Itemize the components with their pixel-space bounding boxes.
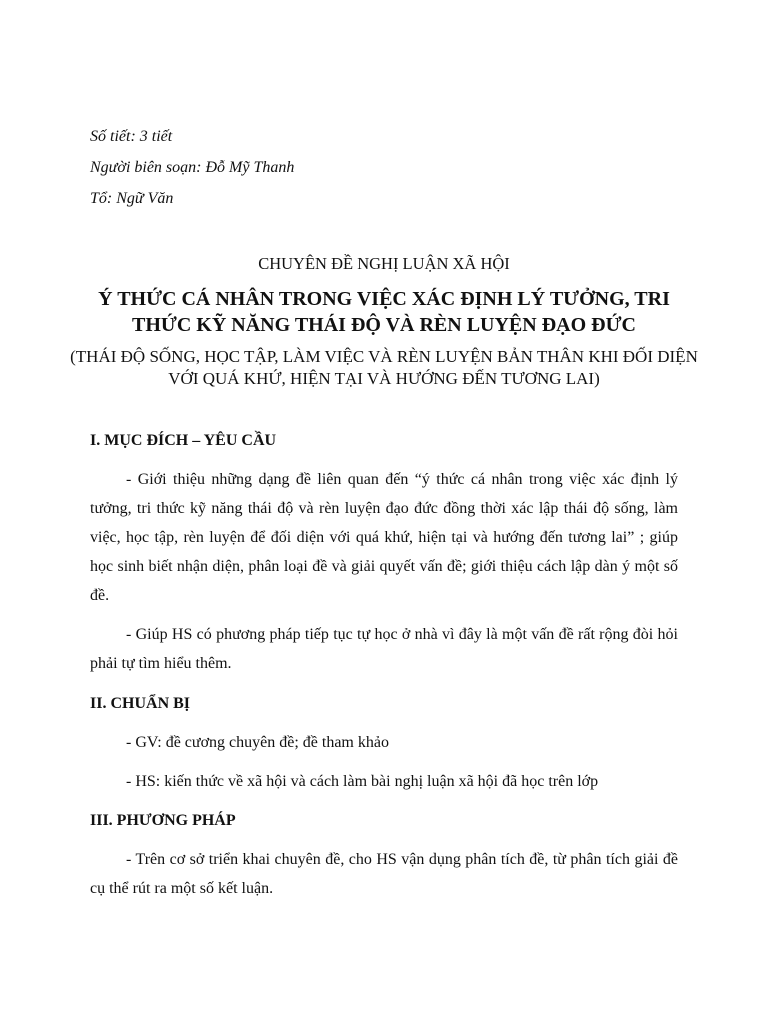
document-subtitle: (THÁI ĐỘ SỐNG, HỌC TẬP, LÀM VIỆC VÀ RÈN LUYỆN BẢN THÂN KHI ĐỐI DIỆN VỚI QUÁ KHỨ, HIỆN TẠI VÀ HƯỚNG ĐẾN TƯƠNG LAI)	[70, 347, 698, 388]
topic-heading: CHUYÊN ĐỀ NGHỊ LUẬN XÃ HỘI	[258, 254, 510, 273]
purpose-paragraph-2: - Giúp HS có phương pháp tiếp tục tự học ở nhà vì đây là một vấn đề rất rộng đòi hỏi phải tự tìm hiểu thêm.	[90, 626, 678, 672]
preparation-student-item: - HS: kiến thức về xã hội và cách làm bài nghị luận xã hội đã học trên lớp	[126, 773, 599, 790]
method-paragraph-1: - Trên cơ sở triển khai chuyên đề, cho HS vận dụng phân tích đề, từ phân tích giải đề cụ thể rút ra một số kết luận.	[90, 851, 678, 897]
document-title: Ý THỨC CÁ NHÂN TRONG VIỆC XÁC ĐỊNH LÝ TƯỞNG, TRI THỨC KỸ NĂNG THÁI ĐỘ VÀ RÈN LUYỆN ĐẠO ĐỨC	[98, 288, 670, 336]
section-heading-preparation: II. CHUẨN BỊ	[90, 695, 191, 712]
purpose-paragraph-1: - Giới thiệu những dạng đề liên quan đến “ý thức cá nhân trong việc xác định lý tưởng, tri thức kỹ năng thái độ và rèn luyện đạo đức đồng thời xác lập thái độ sống, làm việc, học tập, rèn luyện để đối diện với quá khứ, hiện tại và hướng đến tương lai” ; giúp học sinh biết nhận diện, phân loại đề và giải quyết vấn đề; giới thiệu cách lập dàn ý một số đề.	[90, 471, 678, 604]
author-line: Người biên soạn: Đỗ Mỹ Thanh	[90, 159, 295, 176]
preparation-teacher-item: - GV: đề cương chuyên đề; đề tham khảo	[126, 734, 389, 751]
section-heading-method: III. PHƯƠNG PHÁP	[90, 812, 236, 829]
group-line: Tổ: Ngữ Văn	[90, 190, 174, 207]
periods-line: Số tiết: 3 tiết	[90, 128, 173, 145]
section-heading-purpose: I. MỤC ĐÍCH – YÊU CẦU	[90, 432, 277, 449]
